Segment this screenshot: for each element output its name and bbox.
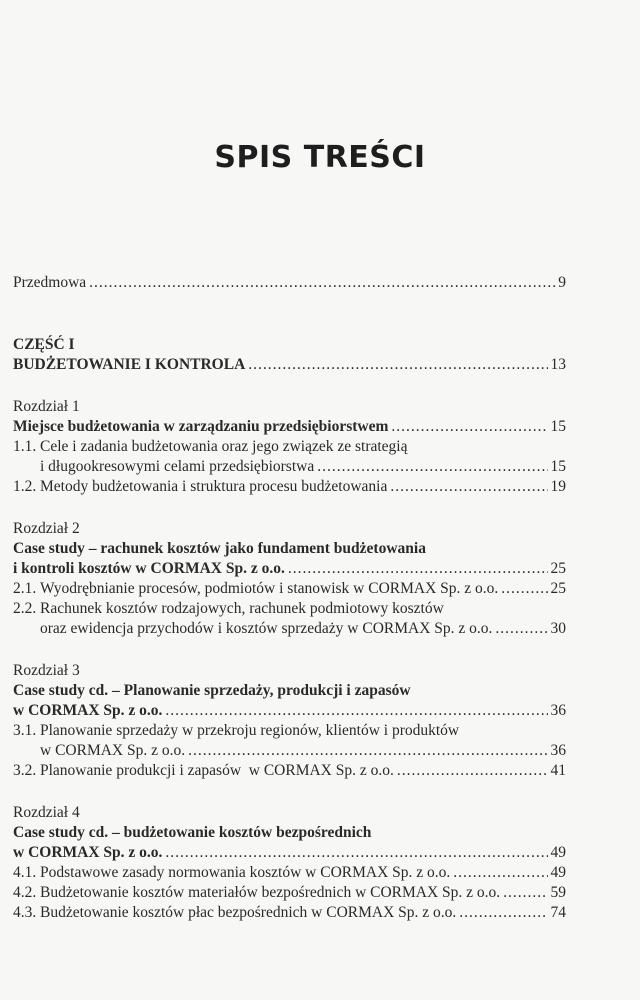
page-number: 25 xyxy=(550,560,566,577)
section-3-1 xyxy=(13,721,566,741)
page-number: 36 xyxy=(550,702,566,719)
dot-leader xyxy=(165,701,547,721)
section-title-cont: i długookresowymi celami przedsiębiorstwa xyxy=(40,458,315,475)
dot-leader xyxy=(288,559,548,579)
section-number: 1.2. xyxy=(13,478,37,495)
section-2-2 xyxy=(13,599,566,619)
section-title: Cele i zadania budżetowania oraz jego związek ze strategią xyxy=(40,438,408,455)
dot-leader xyxy=(89,273,555,293)
section-1-1 xyxy=(13,437,566,457)
page-number: 9 xyxy=(558,274,566,291)
chapter-label: Rozdział 2 xyxy=(13,520,80,537)
page-number: 49 xyxy=(550,864,566,881)
dot-leader xyxy=(165,843,547,863)
chapter-label: Rozdział 4 xyxy=(13,804,80,821)
dot-leader xyxy=(188,741,547,761)
toc-chapter-3 xyxy=(13,661,566,781)
dot-leader xyxy=(495,619,547,639)
chapter-title: Case study cd. – budżetowanie kosztów bezpośrednich xyxy=(13,824,372,841)
dot-leader xyxy=(397,761,548,781)
page-number: 15 xyxy=(550,458,566,475)
chapter-title: Miejsce budżetowania w zarządzaniu przedsiębiorstwem xyxy=(13,418,389,435)
section-title: Rachunek kosztów rodzajowych, rachunek podmiotowy kosztów xyxy=(40,600,444,617)
page-title: SPIS TREŚCI xyxy=(214,140,426,175)
chapter-title-cont: w CORMAX Sp. z o.o. xyxy=(13,702,163,719)
section-4-3 xyxy=(13,903,566,923)
toc-entry-preface xyxy=(13,273,566,293)
section-number: 4.1. xyxy=(13,864,37,881)
section-4-2 xyxy=(13,883,566,903)
page-number: 41 xyxy=(550,762,566,779)
dot-leader xyxy=(501,579,547,599)
section-number: 3.1. xyxy=(13,722,37,739)
page-number: 15 xyxy=(550,418,566,435)
section-number: 2.1. xyxy=(13,580,37,597)
dot-leader xyxy=(390,477,547,497)
page-number: 74 xyxy=(550,904,566,921)
dot-leader xyxy=(453,863,547,883)
page-number: 19 xyxy=(550,478,566,495)
dot-leader xyxy=(317,457,547,477)
section-number: 4.2. xyxy=(13,884,37,901)
section-title: Podstawowe zasady normowania kosztów w CORMAX Sp. z o.o. xyxy=(40,864,451,881)
section-1-2 xyxy=(13,477,566,497)
section-4-1 xyxy=(13,863,566,883)
dot-leader xyxy=(459,903,547,923)
section-title: Planowanie sprzedaży w przekroju regionów, klientów i produktów xyxy=(40,722,460,739)
chapter-title: Case study – rachunek kosztów jako fundament budżetowania xyxy=(13,540,426,557)
chapter-label: Rozdział 1 xyxy=(13,398,80,415)
section-number: 1.1. xyxy=(13,438,37,455)
section-title: Wyodrębnianie procesów, podmiotów i stanowisk w CORMAX Sp. z o.o. xyxy=(40,580,499,597)
page-number: 49 xyxy=(550,844,566,861)
chapter-title-cont: w CORMAX Sp. z o.o. xyxy=(13,844,163,861)
section-3-2 xyxy=(13,761,566,781)
section-title-cont: w CORMAX Sp. z o.o. xyxy=(40,742,186,759)
section-title: Budżetowanie kosztów płac bezpośrednich w CORMAX Sp. z o.o. xyxy=(40,904,457,921)
section-number: 3.2. xyxy=(13,762,37,779)
toc-chapter-2 xyxy=(13,519,566,639)
section-number: 4.3. xyxy=(13,904,37,921)
section-title: Budżetowanie kosztów materiałów bezpośrednich w CORMAX Sp. z o.o. xyxy=(40,884,501,901)
page-number: 36 xyxy=(550,742,566,759)
entry-title: Przedmowa xyxy=(13,274,87,291)
page-number: 25 xyxy=(550,580,566,597)
dot-leader xyxy=(503,883,547,903)
page-number: 59 xyxy=(550,884,566,901)
part-label: CZĘŚĆ I xyxy=(13,336,75,353)
toc-chapter-1 xyxy=(13,397,566,497)
section-title: Metody budżetowania i struktura procesu budżetowania xyxy=(40,478,388,495)
section-2-1 xyxy=(13,579,566,599)
section-number: 2.2. xyxy=(13,600,37,617)
page-number: 30 xyxy=(550,620,566,637)
chapter-label: Rozdział 3 xyxy=(13,662,80,679)
chapter-title-cont: i kontroli kosztów w CORMAX Sp. z o.o. xyxy=(13,560,285,577)
chapter-title: Case study cd. – Planowanie sprzedaży, produkcji i zapasów xyxy=(13,682,411,699)
section-title: Planowanie produkcji i zapasów w CORMAX Sp. z o.o. xyxy=(40,762,394,779)
part-title: BUDŻETOWANIE I KONTROLA xyxy=(13,356,246,373)
dot-leader xyxy=(248,355,547,375)
toc-chapter-4 xyxy=(13,803,566,923)
section-title-cont: oraz ewidencja przychodów i kosztów sprzedaży w CORMAX Sp. z o.o. xyxy=(40,620,493,637)
page-number: 13 xyxy=(550,356,566,373)
dot-leader xyxy=(391,417,547,437)
toc-part-1 xyxy=(13,335,566,375)
